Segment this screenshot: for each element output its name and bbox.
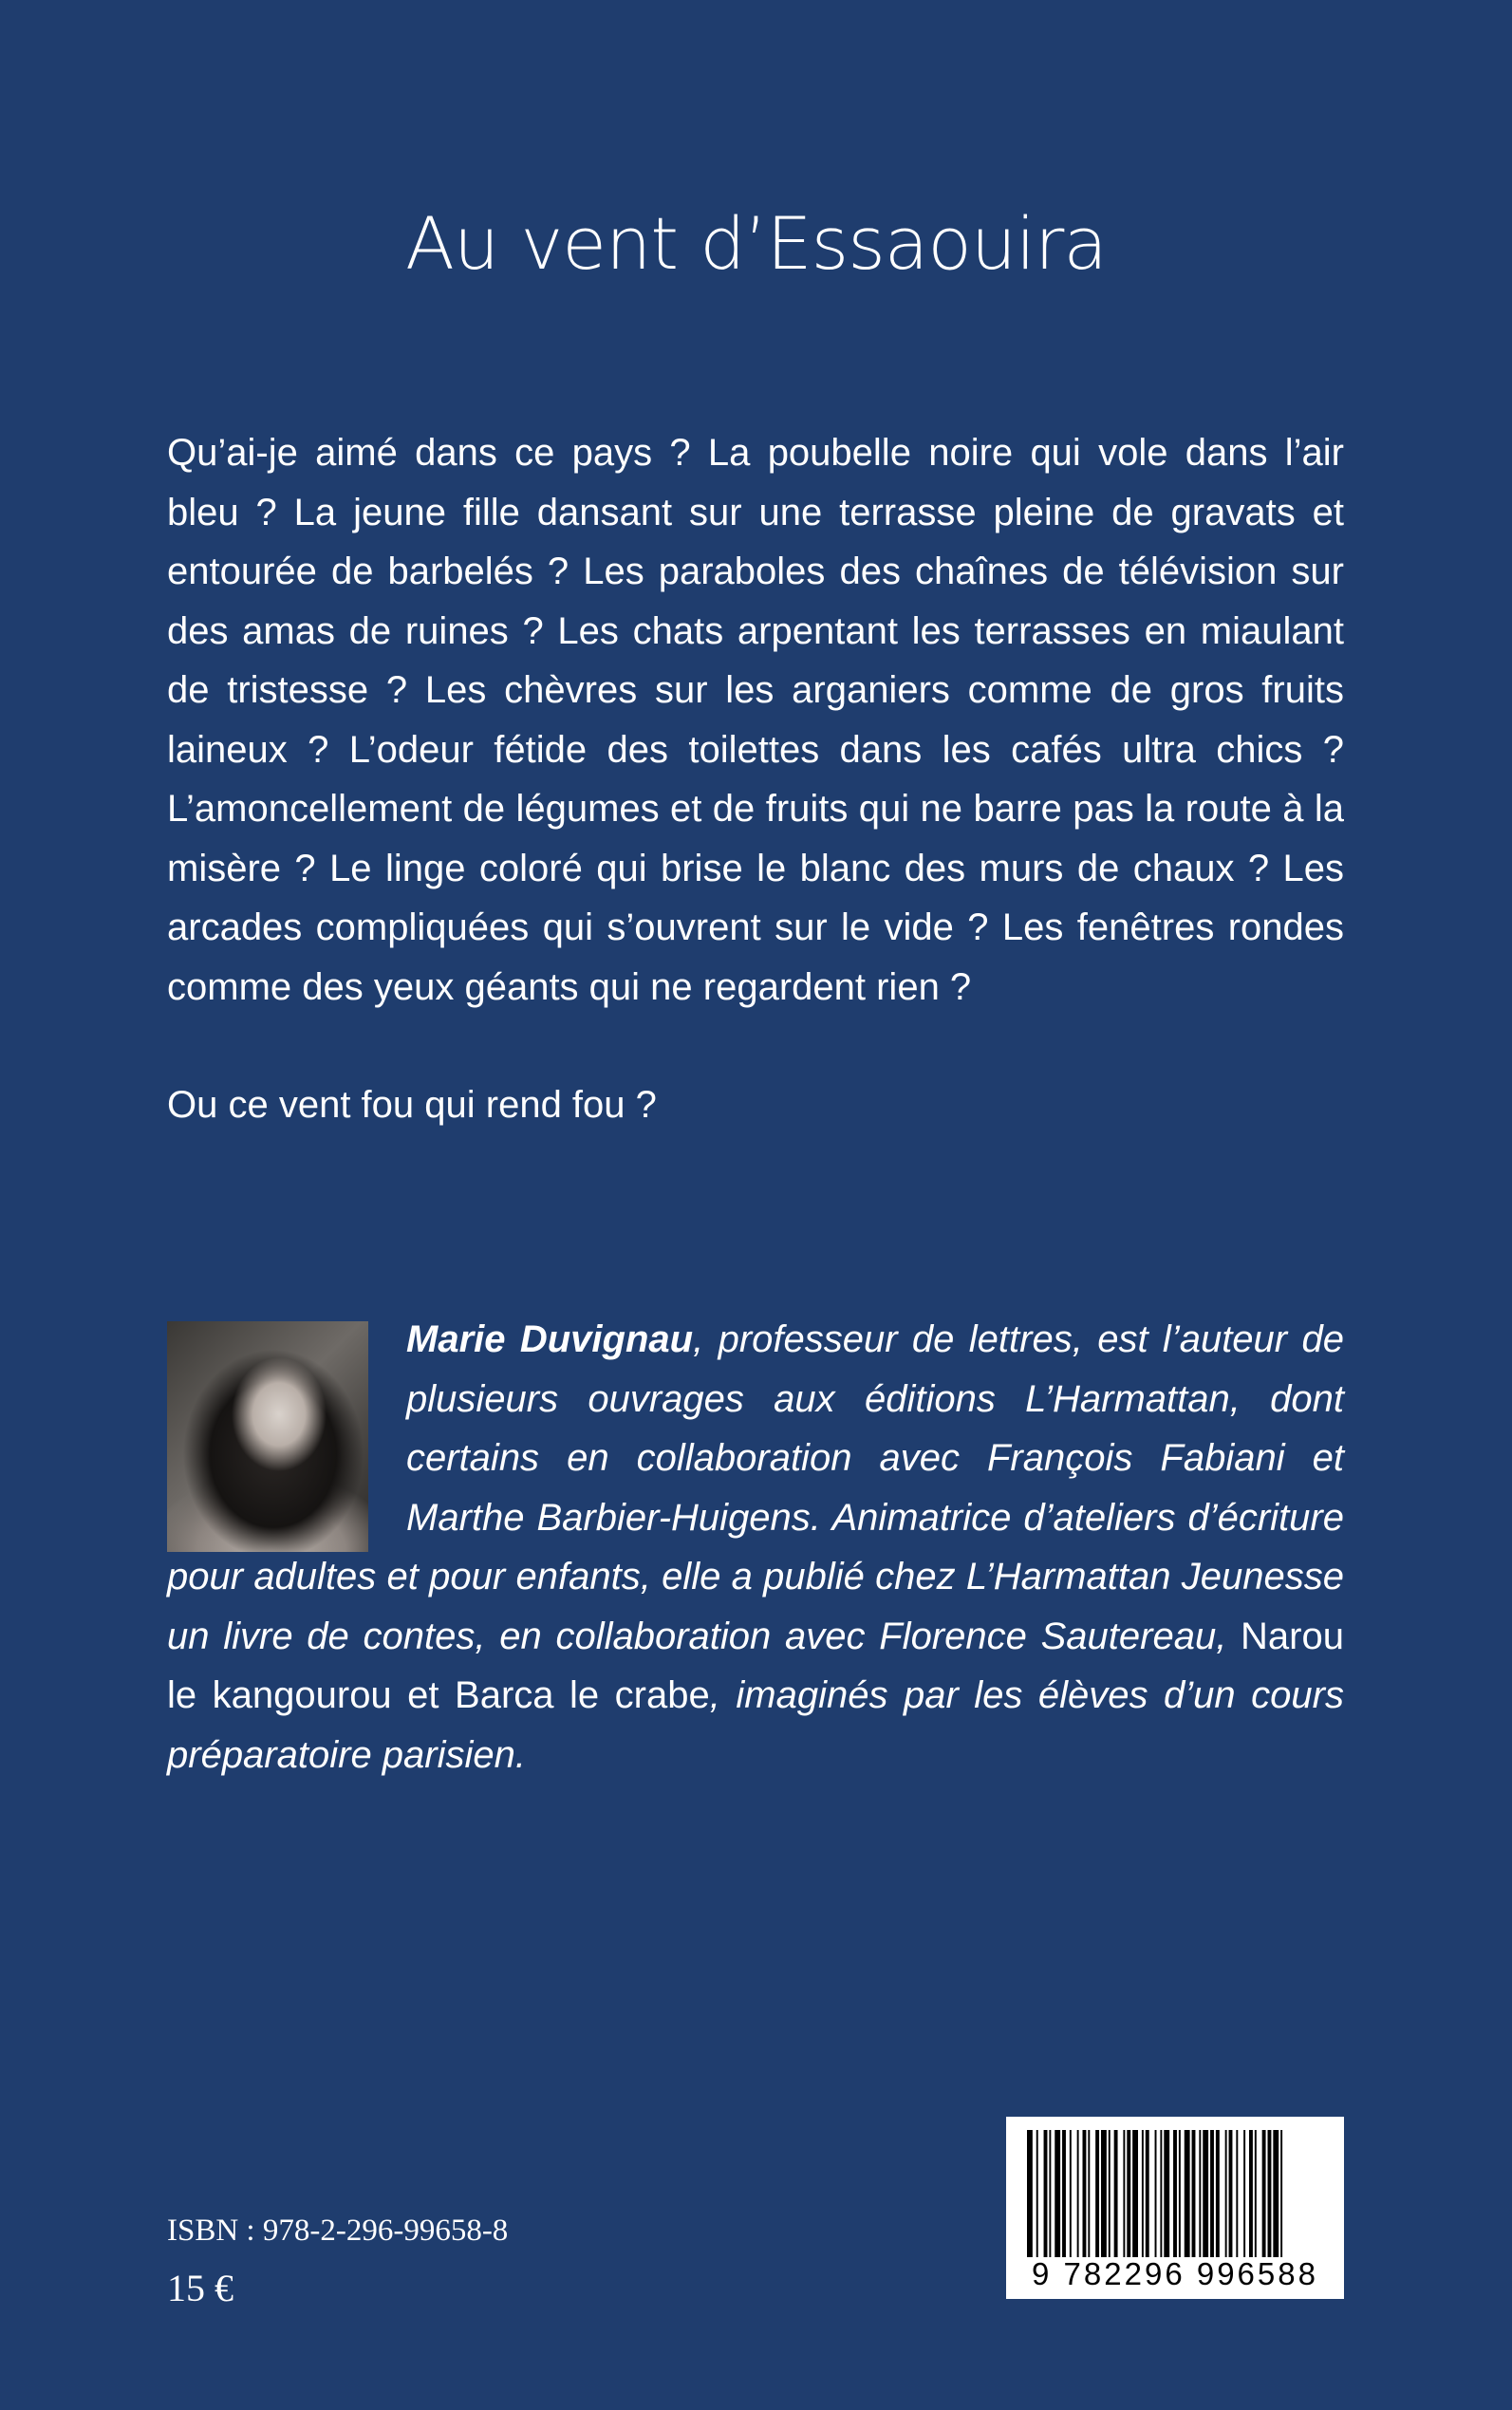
- isbn-label: ISBN : 978-2-296-99658-8: [167, 2214, 509, 2248]
- author-bio: [167, 1310, 1344, 1784]
- barcode: [1006, 2117, 1344, 2299]
- barcode-bar: [1070, 2130, 1072, 2257]
- barcode-bar: [1255, 2130, 1257, 2257]
- photo-spacer: [167, 1310, 406, 1542]
- barcode-bar: [1192, 2130, 1196, 2257]
- barcode-bar: [1088, 2130, 1090, 2257]
- blurb-closing-line: Ou ce vent fou qui rend fou ?: [167, 1084, 657, 1126]
- barcode-bar: [1249, 2130, 1253, 2257]
- author-book-title: Narou le kangourou et Barca le crabe: [167, 1615, 1344, 1716]
- barcode-bar: [1185, 2130, 1190, 2257]
- barcode-digits: 9 782296 996588: [1032, 2256, 1318, 2291]
- barcode-bar: [1127, 2130, 1130, 2257]
- barcode-bar: [1142, 2130, 1144, 2257]
- barcode-bar: [1160, 2130, 1162, 2257]
- barcode-bar: [1216, 2130, 1220, 2257]
- barcode-bar: [1164, 2130, 1169, 2257]
- barcode-bar: [1236, 2130, 1238, 2257]
- barcode-bar: [1146, 2130, 1149, 2257]
- barcode-bar: [1225, 2130, 1227, 2257]
- barcode-bar: [1123, 2130, 1125, 2257]
- author-name: Marie Duvignau: [406, 1318, 694, 1360]
- back-cover-blurb: Qu’ai-je aimé dans ce pays ? La poubelle noire qui vole dans l’air bleu ? La jeune fille dansant sur une terrasse pleine de gravats et entourée de barbelés ? Les paraboles des chaînes de télévision sur des amas de ruines ? Les chats arpentant les terrasses en miaulant de tristesse ? Les chèvres sur les arganiers comme de gros fruits laineux ? L’odeur fétide des toilettes dans les cafés ultra chics ? L’amoncellement de légumes et de fruits qui ne barre pas la route à la misère ? Le linge coloré qui brise le blanc des murs de chaux ? Les arcades compliquées qui s’ouvrent sur le vide ? Les fenêtres rondes comme des yeux géants qui ne regardent rien ?: [167, 432, 1344, 1008]
- book-title: Au vent d’Essaouira: [405, 201, 1107, 286]
- author-bio-text-end: , imaginés par les élèves d’un cours préparatoire parisien.: [167, 1674, 1344, 1776]
- barcode-bar: [1109, 2130, 1111, 2257]
- barcode-bar: [1077, 2130, 1079, 2257]
- barcode-bar: [1036, 2130, 1038, 2257]
- barcode-bar: [1101, 2130, 1107, 2257]
- barcode-bar: [1262, 2130, 1266, 2257]
- barcode-bar: [1132, 2130, 1138, 2257]
- barcode-bar: [1027, 2130, 1033, 2257]
- barcode-bar: [1095, 2130, 1099, 2257]
- barcode-bar: [1268, 2130, 1272, 2257]
- barcode-bar: [1083, 2130, 1087, 2257]
- barcode-bar: [1055, 2130, 1060, 2257]
- barcode-bar: [1173, 2130, 1177, 2257]
- author-bio-text: , professeur de lettres, est l’auteur de plusieurs ouvrages aux éditions L’Harmattan, dont certains en collaboration avec François Fabiani et Marthe Barbier-Huigens. Animatrice d’ateliers d’écriture pour adultes et pour enfants, elle a publié chez L’Harmattan Jeunesse un livre de contes, en collaboration avec Florence Sautereau,: [167, 1318, 1344, 1657]
- price-label: 15 €: [167, 2267, 233, 2309]
- barcode-bar: [1062, 2130, 1066, 2257]
- barcode-bars: [1027, 2130, 1323, 2257]
- barcode-bar: [1114, 2130, 1118, 2257]
- barcode-bar: [1210, 2130, 1214, 2257]
- barcode-bar: [1203, 2130, 1208, 2257]
- barcode-bar: [1179, 2130, 1181, 2257]
- barcode-bar: [1273, 2130, 1279, 2257]
- barcode-bar: [1044, 2130, 1048, 2257]
- barcode-bar: [1155, 2130, 1157, 2257]
- barcode-bar: [1243, 2130, 1245, 2257]
- barcode-bar: [1199, 2130, 1201, 2257]
- barcode-bar: [1229, 2130, 1233, 2257]
- barcode-bar: [1280, 2130, 1282, 2257]
- barcode-bar: [1049, 2130, 1051, 2257]
